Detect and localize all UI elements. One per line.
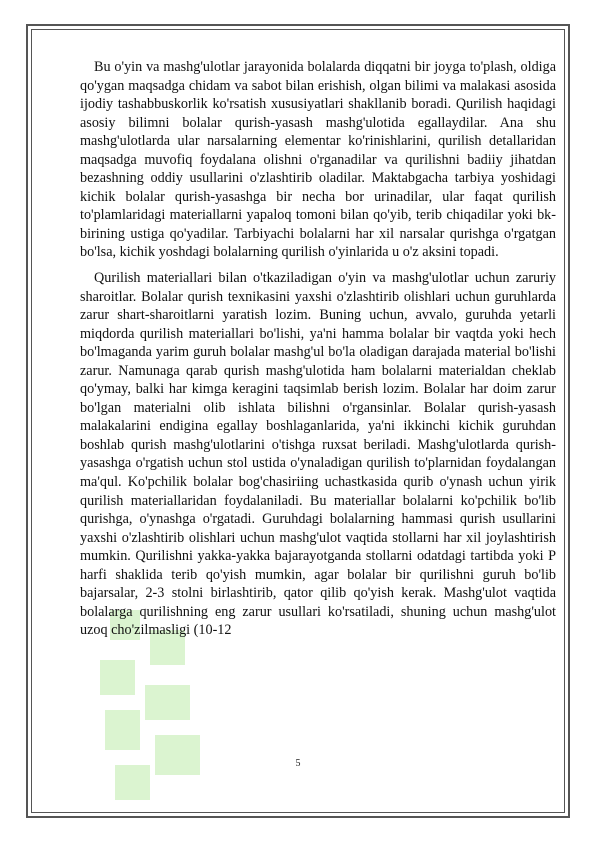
paragraph: Bu o'yin va mashg'ulotlar jarayonida bolalarda diqqatni bir joyga to'plash, oldiga qo'ygan maqsadga chidam va sabot bilan erishish, olgan bilimi va malakasi asosida ijodiy tashabbuskorlik ko'rsatish xususiyatlari shakllanib boradi. Qurilish haqidagi asosiy bilimni bolalar qurish-yasash mashg'ulotida egallaydilar. Ana shu mashg'ulotlarda ular narsalarning elementar ko'rinishlarini, qurilish detallaridan maqsadga muvofiq foydalana olishni o'rganadilar va qurilishni badiiy jihatdan bezashning oddiy usullarini o'zlashtirib oladilar. Maktabgacha tarbiya yoshidagi kichik bolalar qurish-yasashga bir necha bor urinadilar, ular faqat qurilish to'plamlaridagi materiallarni yapaloq tomoni bilan qo'yib, terib chiqadilar yoki bk-birining ustiga qo'yadilar. Tarbiyachi bolalarni har xil narsalar qurishga o'rgatgan bo'lsa, kichik yoshdagi bolalarning qurilish o'yinlarida u o'z aksini topadi. <box>80 59 556 261</box>
page-number: 5 <box>295 758 301 769</box>
paragraph: Qurilish materiallari bilan o'tkaziladigan o'yin va mashg'ulotlar uchun zaruriy sharoitlar. Bolalar qurish texnikasini yaxshi o'zlashtirib olishlari uchun guruhlarda zarur shart-sharoitlarni yaratish lozim. Buning uchun, avvalo, guruhda yetarli miqdorda qurilish materiallari bo'lishi, ya'ni hamma bolalar bir vaqtda yoki hech bo'lmaganda yarim guruh bolalar mashg'ul bo'la oladigan darajada material bo'lishi zarur. Namunaga qarab qurish mashg'ulotida ham bolalarni materialdan cheklab qo'ymay, balki har kimga keragini taqsimlab berish lozim. Bolalar har doim zarur bo'lgan materialni olib ishlata bilishni o'rgansinlar. Bolalar qurish-yasash malakalarini endigina egallay boshlaganlarida, ya'ni ikkinchi kichik guruhdan boshlab qurish mashg'ulotlarini o'tishga ruxsat beriladi. Mashg'ulotlarda qurish-yasashga o'rgatish uchun stol ustida o'ynaladigan qurilish to'plarnidan foydalangan ma'qul. Ko'pchilik bolalar bog'chasiriing uchastkasida qurib o'ynash uchun yirik qurilish materiallaridan foydalaniladi. Bu materiallar bolalarni ko'pchilik bo'lib qurishga, o'ynashga o'rgatadi. Guruhdagi bolalarning hammasi qurish usullarini yaxshi o'zlashtirib olishlari uchun mashg'ulot vaqtida stollarni har xil joylashtirish mumkin. Qurilishni yakka-yakka bajarayotganda stollarni odatdagi tartibda yoki P harfi shaklida terib qo'yish mumkin, agar bolalar bir qurilishni guruh bo'lib bajarsalar, 2-3 stolni birlashtirib, qator qilib qo'yish kerak. Mashg'ulot vaqtida bolalarga qurilishning eng zarur usullari ko'rsatiladi, shuning uchun mashg'ulot uzoq cho'zilmasligi (10-12 <box>80 270 556 639</box>
document-body <box>80 58 556 640</box>
